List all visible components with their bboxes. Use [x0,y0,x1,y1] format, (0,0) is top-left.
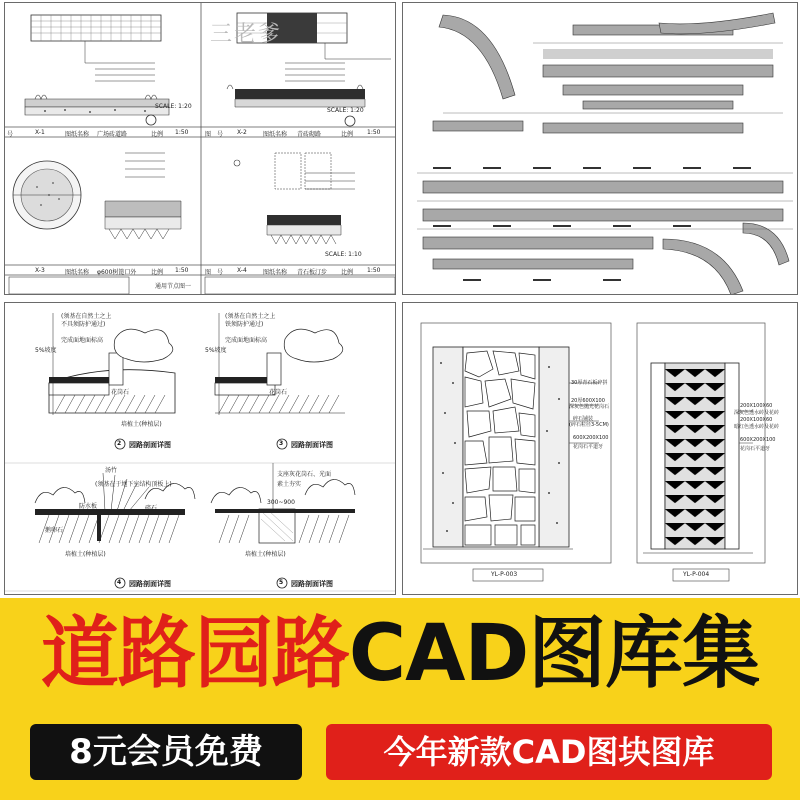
caption-number: 2 [117,440,122,447]
title-cell: X-2 [237,129,247,136]
cad-sheet-path-plan-details [402,302,798,595]
title-cell: 1:50 [175,129,189,136]
title-cell: 1:50 [367,267,381,274]
banner-title-red: 道路园路 [40,609,349,699]
section-note: 培植土(种植层) [65,551,106,558]
section-note: 支座灰花岗石、光面 [277,471,332,478]
banner-title-black: CAD图库集 [348,609,760,699]
title-cell: 广场砖道路 [97,131,128,138]
caption-text: 园路剖面详图 [129,580,171,588]
spec-note: 200X100X60 [740,417,773,423]
spec-note: 20厚600X100 [571,398,605,404]
spec-note: 碎石铺装 [573,416,594,422]
cad-sheet-path-sections [4,302,396,595]
title-cell: 图纸名称 [263,131,288,138]
title-cell: 号 [217,131,224,138]
section-note: 铁须防护通过) [225,321,264,328]
title-cell: 比例 [341,131,354,138]
title-cell: X-1 [35,129,45,136]
caption-number: 5 [279,579,284,586]
section-note: (须基在于地下室结构顶板上) [95,481,172,488]
caption-text: 园路剖面详图 [291,580,333,588]
path-section-drawings [5,303,396,595]
title-cell: 图纸名称 [65,269,90,276]
section-note: 完成面地面标高 [225,337,268,344]
section-note: 5%坡度 [35,347,57,354]
spec-note: 花岗石平道牙 [573,444,604,450]
title-cell: φ600树篦口外 [97,269,137,276]
title-cell: 图 [205,131,212,138]
cad-sheet-path-plans [402,2,798,295]
title-cell: 青石板汀步 [297,269,328,276]
spec-note: 200X100X60 [740,403,773,409]
scale-label: SCALE: 1:20 [327,107,364,114]
drawing-code: YL-P-004 [683,571,710,578]
title-cell: 比例 [341,269,354,276]
caption-text: 园路剖面详图 [129,441,171,449]
promo-banner [0,598,800,800]
section-note: 花岗石 [111,389,130,396]
watermark-text: 三老爹 [210,22,283,47]
section-note: 完成面地面标高 [61,337,104,344]
curved-path-plan-drawings [403,3,798,295]
section-note: (须基在自然土之上 [225,313,276,320]
spec-note: (碎石粒径3-5CM) [569,422,609,428]
title-cell: 图纸名称 [65,131,90,138]
scale-label: SCALE: 1:20 [155,103,192,110]
new-library-badge: 今年新款CAD图块图库 [326,724,772,780]
section-note: 汤竹 [105,467,118,474]
caption-number: 4 [117,579,122,586]
spec-note: 暗红色透水砖及花砖 [734,424,780,430]
title-cell: 1:50 [175,267,189,274]
section-note: 鹅卵石 [45,527,64,534]
section-note: 防水板 [79,503,98,510]
title-cell: 号 [7,131,14,138]
member-free-badge: 8元会员免费 [30,724,302,780]
section-note: 不具须防护通过) [61,321,106,328]
section-note: 素土夯实 [277,481,302,488]
spec-note: 深灰色抛光花岗石 [569,404,610,410]
scale-label: SCALE: 1:10 [325,251,362,258]
caption-number: 3 [279,440,284,447]
section-note: 培植土(种植层) [245,551,286,558]
spec-note: 深灰色透水砖及花砖 [734,410,780,416]
caption-text: 园路剖面详图 [291,441,333,449]
title-cell: 图 [205,269,212,276]
title-cell: 1:50 [367,129,381,136]
banner-title [0,606,800,702]
spec-note: 600X200X100 [573,435,609,441]
section-note: 碎石 [145,505,158,512]
sheet-footer-label: 通用节点图一 [155,283,192,290]
section-note: 培植土(种植层) [121,421,162,428]
title-cell: 图纸名称 [263,269,288,276]
title-cell: 青砖砌路 [297,131,322,138]
title-cell: 比例 [151,269,164,276]
spec-note: 花岗石平道牙 [740,446,771,452]
section-note: 5%坡度 [205,347,227,354]
section-note: 300~900 [267,499,295,506]
cad-sheet-paving-details [4,2,396,295]
title-cell: 比例 [151,131,164,138]
drawing-code: YL-P-003 [491,571,518,578]
title-cell: X-4 [237,267,247,274]
section-note: (须基在自然土之上 [61,313,112,320]
spec-note: 30厚青石板碎拼 [571,380,608,386]
title-cell: X-3 [35,267,45,274]
section-note: 花岗石 [269,389,288,396]
spec-note: 600X200X100 [740,437,776,443]
title-cell: 号 [217,269,224,276]
